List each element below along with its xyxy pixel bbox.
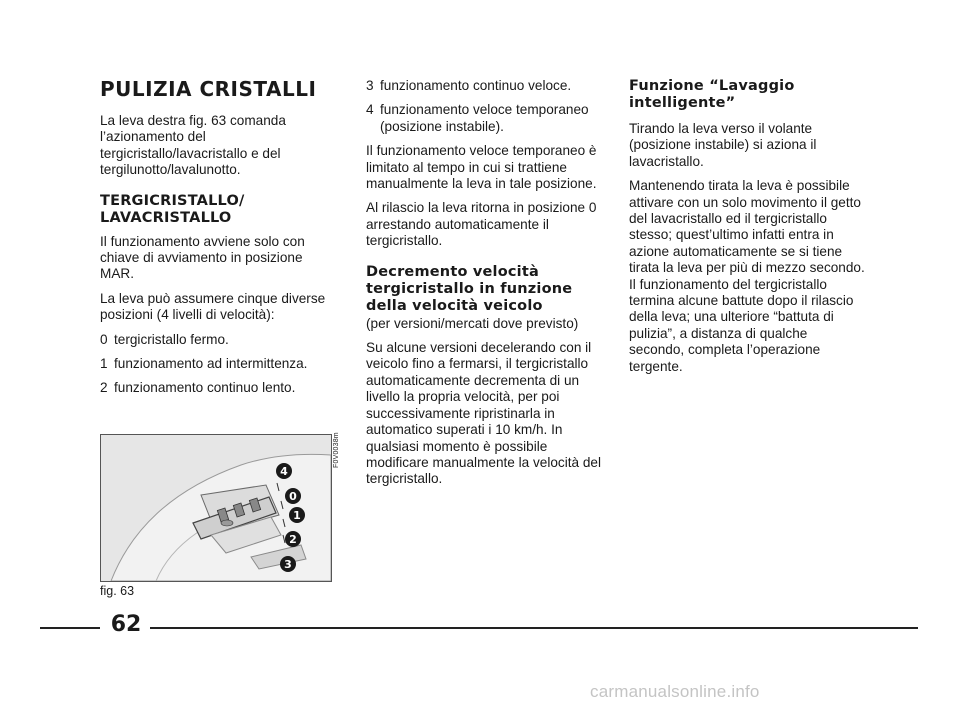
column-right: [629, 78, 865, 383]
wiper-lever-drawing: [101, 435, 331, 581]
paragraph: Al rilascio la leva ritorna in posizione 0 arrestando automaticamente il tergicristallo.: [366, 200, 597, 249]
list-item: [100, 356, 332, 372]
position-marker-0: [285, 488, 301, 504]
svg-text:0: 0: [289, 490, 297, 503]
list-number: 1: [100, 356, 108, 372]
paragraph: Tirando la leva verso il volante (posizione instabile) si aziona il lavacristallo.: [629, 121, 817, 169]
list-number: 3: [366, 78, 374, 93]
list-item: [100, 332, 332, 348]
list-text: funzionamento continuo veloce.: [380, 78, 572, 93]
availability-note: (per versioni/mercati dove previsto): [366, 315, 579, 331]
figure-63-illustration: [100, 434, 332, 582]
list-text: tergicristallo fermo.: [114, 331, 229, 347]
footer-rule-left: [40, 627, 100, 629]
position-marker-4: [276, 463, 292, 479]
paragraph: Il funzionamento avviene solo con chiave di avviamento in posizione MAR.: [100, 233, 305, 282]
page-number: 62: [110, 612, 142, 637]
list-item: [100, 380, 332, 396]
svg-text:2: 2: [289, 533, 297, 546]
list-number: 2: [100, 380, 108, 396]
svg-text:4: 4: [280, 465, 288, 478]
intro-paragraph: La leva destra fig. 63 comanda l’azionamento del tergicristallo/lavacristallo e del tergilunotto/lavalunotto.: [100, 113, 286, 178]
watermark: carmanualsonline.info: [590, 682, 760, 701]
svg-text:1: 1: [293, 509, 301, 522]
column-middle: [366, 78, 602, 496]
list-text: funzionamento veloce temporaneo (posizione instabile).: [380, 102, 589, 134]
list-text: funzionamento continuo lento.: [114, 380, 296, 396]
paragraph: Mantenendo tirata la leva è possibile attivare con un solo movimento il getto del lavacristallo ed il tergicristallo stesso; quest’ultimo infatti entra in azione automaticamente se si tiene tirata la leva per più di mezzo secondo. Il funzionamento del tergicristallo termina alcune battute dopo il rilascio della leva; una ulteriore “battuta di pulizia”, a distanza di qualche secondo, completa l’operazione tergente.: [629, 178, 865, 374]
smart-wash-heading: Funzione “Lavaggio intelligente”: [629, 78, 795, 111]
paragraph: Su alcune versioni decelerando con il veicolo fino a fermarsi, il tergicristallo automaticamente decrementa di un livello la propria velocità, per poi successivamente ripristinarla in automatico superati i 10 km/h. In qualsiasi momento è possibile modificare manualmente la velocità del tergicristallo.: [366, 340, 601, 487]
list-item: [366, 102, 602, 135]
wiper-heading: TERGICRISTALLO/ LAVACRISTALLO: [100, 192, 245, 226]
position-marker-2: [285, 531, 301, 547]
speed-decrement-heading: Decremento velocità tergicristallo in funzione della velocità veicolo: [366, 263, 573, 314]
position-marker-1: [289, 507, 305, 523]
list-item: [366, 78, 602, 94]
position-marker-3: [280, 556, 296, 572]
paragraph: Il funzionamento veloce temporaneo è limitato al tempo in cui si trattiene manualmente la leva in tale posizione.: [366, 143, 597, 192]
list-text: funzionamento ad intermittenza.: [114, 356, 308, 372]
column-left: [100, 78, 332, 405]
footer-rule-right: [150, 627, 918, 629]
section-title: PULIZIA CRISTALLI: [100, 77, 317, 101]
list-number: 4: [366, 102, 374, 118]
figure-caption: fig. 63: [100, 584, 135, 598]
svg-text:3: 3: [284, 558, 292, 571]
figure-code: F0V0038m: [333, 432, 340, 468]
list-number: 0: [100, 331, 108, 347]
paragraph: La leva può assumere cinque diverse posizioni (4 livelli di velocità):: [100, 290, 326, 323]
